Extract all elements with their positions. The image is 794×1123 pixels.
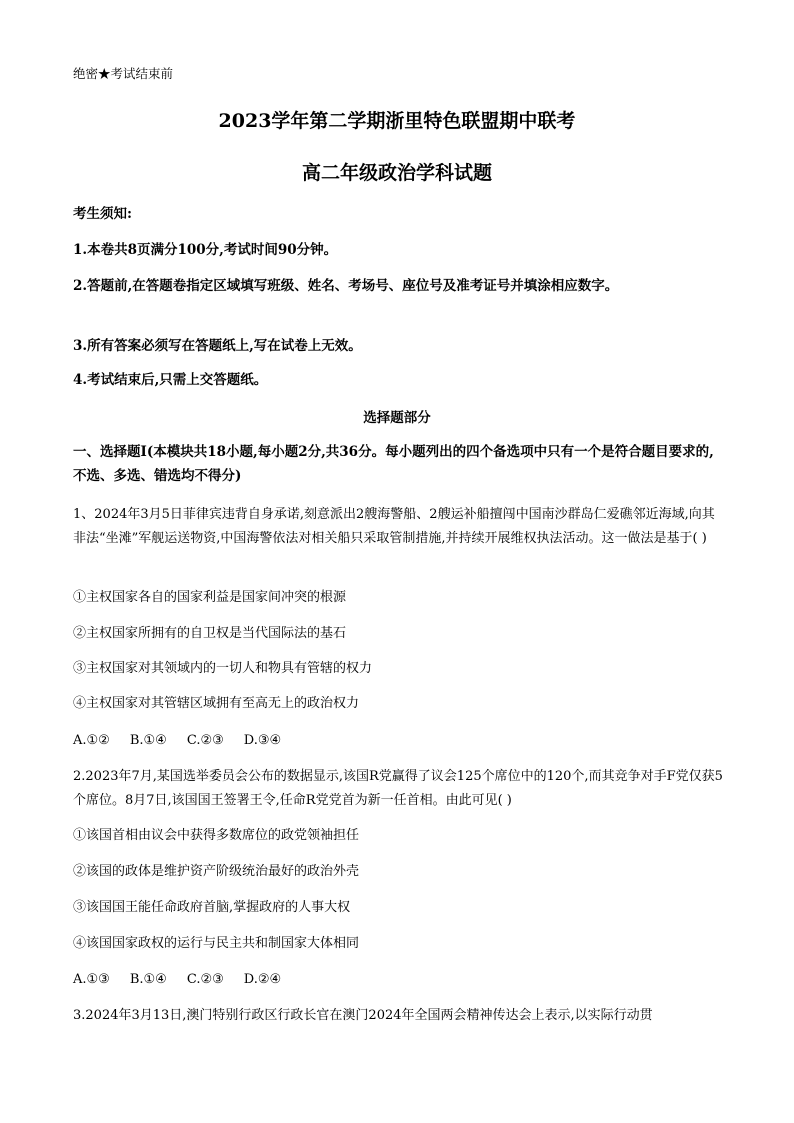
q1-options: [73, 729, 723, 753]
q2-statement-2: ②该国的政体是维护资产阶级统治最好的政治外壳: [73, 864, 360, 879]
exam-title: 2023学年第二学期浙里特色联盟期中联考: [218, 110, 576, 132]
q2-option-b: B.①④: [129, 972, 167, 987]
q1-option-a: A.①②: [73, 733, 110, 748]
q1-statement-1: ①主权国家各自的国家利益是国家间冲突的根源: [73, 590, 347, 605]
note-item-4: 4.考试结束后,只需上交答题纸。: [73, 372, 268, 388]
note-item-2: 2.答题前,在答题卷指定区域填写班级、姓名、考场号、座位号及准考证号并填涂相应数字。: [73, 278, 619, 294]
notes-heading: 考生须知:: [73, 206, 132, 222]
q2-statement-4: ④该国国家政权的运行与民主共和制国家大体相同: [73, 936, 360, 951]
q2-option-d: D.②④: [243, 972, 282, 987]
note-item-3: 3.所有答案必须写在答题纸上,写在试卷上无效。: [73, 338, 362, 354]
q2-option-a: A.①③: [73, 972, 110, 987]
section-intro: 一、选择题Ⅰ(本模块共18小题,每小题2分,共36分。每小题列出的四个备选项中只有一个是符合题目要求的,不选、多选、错选均不得分): [73, 444, 714, 484]
q2-statement-1: ①该国首相由议会中获得多数席位的政党领袖担任: [73, 828, 360, 843]
question-3-stem: 3.2024年3月13日,澳门特别行政区行政长官在澳门2024年全国两会精神传达会上表示,以实际行动贯: [73, 1008, 653, 1023]
section-title: 选择题部分: [363, 410, 431, 426]
q2-statement-3: ③该国国王能任命政府首脑,掌握政府的人事大权: [73, 900, 351, 915]
note-item-1: 1.本卷共8页满分100分,考试时间90分钟。: [73, 242, 338, 258]
question-2-stem: 2.2023年7月,某国选举委员会公布的数据显示,该国R党赢得了议会125个席位中的120个,而其竞争对手F党仅获5个席位。8月7日,该国国王签署王令,任命R党党首为新一任首相。由此可见( ): [73, 769, 723, 808]
q1-option-c: C.②③: [186, 733, 224, 748]
q1-statement-4: ④主权国家对其管辖区域拥有至高无上的政治权力: [73, 696, 360, 711]
q1-statement-2: ②主权国家所拥有的自卫权是当代国际法的基石: [73, 626, 347, 641]
q2-options: [73, 968, 723, 992]
q2-option-c: C.②③: [186, 972, 224, 987]
exam-subtitle: 高二年级政治学科试题: [301, 162, 492, 184]
q1-option-b: B.①④: [129, 733, 167, 748]
q1-statement-3: ③主权国家对其领域内的一切人和物具有管辖的权力: [73, 661, 373, 676]
question-1-stem: 1、2024年3月5日菲律宾违背自身承诺,刻意派出2艘海警船、2艘运补船擅闯中国南沙群岛仁爱礁邻近海域,向其非法“坐滩”军舰运送物资,中国海警依法对相关船只采取管制措施,并持续开展维权执法活动。这一做法是基于( ): [73, 507, 715, 546]
confidential-mark: 绝密★考试结束前: [73, 66, 174, 81]
q1-option-d: D.③④: [243, 733, 282, 748]
